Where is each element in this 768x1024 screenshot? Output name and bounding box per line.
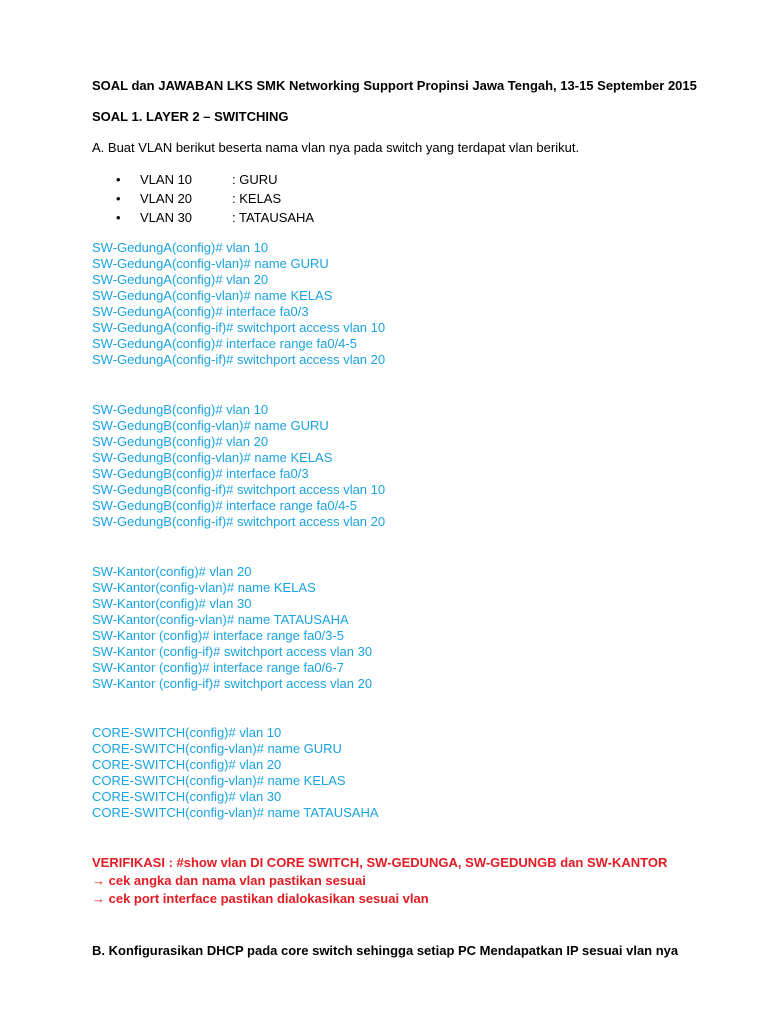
command-line: SW-GedungA(config-if)# switchport access vlan 10: [92, 320, 386, 335]
section-heading: SOAL 1. LAYER 2 – SWITCHING: [92, 109, 289, 124]
vlan-id: VLAN 20: [140, 191, 193, 206]
command-line: SW-GedungB(config)# vlan 10: [92, 402, 269, 417]
command-line: SW-GedungB(config-vlan)# name KELAS: [92, 450, 333, 465]
command-line: SW-GedungB(config)# vlan 20: [92, 434, 269, 449]
bullet-icon: •: [116, 210, 121, 225]
command-line: CORE-SWITCH(config)# vlan 30: [92, 789, 282, 804]
command-block-kantor: [92, 564, 372, 692]
command-block-core-switch: [92, 725, 379, 821]
command-line: SW-GedungB(config-if)# switchport access vlan 20: [92, 514, 386, 529]
command-line: SW-GedungB(config)# interface range fa0/4-5: [92, 498, 357, 513]
verification-item: → cek angka dan nama vlan pastikan sesuai: [92, 873, 366, 888]
vlan-id: VLAN 30: [140, 210, 193, 225]
command-line: SW-GedungB(config-if)# switchport access vlan 10: [92, 482, 386, 497]
command-line: SW-Kantor (config-if)# switchport access vlan 30: [92, 644, 373, 659]
command-line: CORE-SWITCH(config-vlan)# name GURU: [92, 741, 342, 756]
command-line: CORE-SWITCH(config-vlan)# name KELAS: [92, 773, 346, 788]
command-line: SW-Kantor (config)# interface range fa0/6-7: [92, 660, 344, 675]
command-line: SW-GedungA(config)# vlan 10: [92, 240, 269, 255]
question-a: A. Buat VLAN berikut beserta nama vlan nya pada switch yang terdapat vlan berikut.: [92, 140, 580, 155]
command-line: SW-GedungA(config-vlan)# name GURU: [92, 256, 329, 271]
command-line: SW-Kantor(config-vlan)# name KELAS: [92, 580, 316, 595]
verification-heading: VERIFIKASI : #show vlan DI CORE SWITCH, SW-GEDUNGA, SW-GEDUNGB dan SW-KANTOR: [92, 855, 668, 870]
bullet-icon: •: [116, 191, 121, 206]
command-line: SW-Kantor(config)# vlan 20: [92, 564, 252, 579]
question-b: B. Konfigurasikan DHCP pada core switch sehingga setiap PC Mendapatkan IP sesuai vlan nya: [92, 943, 679, 958]
command-line: SW-Kantor(config-vlan)# name TATAUSAHA: [92, 612, 349, 627]
command-line: CORE-SWITCH(config-vlan)# name TATAUSAHA: [92, 805, 379, 820]
verification-item: → cek port interface pastikan dialokasikan sesuai vlan: [92, 891, 429, 906]
command-line: SW-Kantor (config-if)# switchport access vlan 20: [92, 676, 373, 691]
command-block-gedungb: [92, 402, 385, 530]
command-line: SW-Kantor(config)# vlan 30: [92, 596, 252, 611]
command-line: SW-GedungA(config)# vlan 20: [92, 272, 269, 287]
vlan-list-item: [116, 210, 314, 226]
command-line: CORE-SWITCH(config)# vlan 10: [92, 725, 282, 740]
command-block-gedunga: [92, 240, 385, 368]
command-line: CORE-SWITCH(config)# vlan 20: [92, 757, 282, 772]
command-line: SW-GedungA(config)# interface fa0/3: [92, 304, 309, 319]
command-line: SW-GedungA(config)# interface range fa0/4-5: [92, 336, 357, 351]
vlan-id: VLAN 10: [140, 172, 193, 187]
command-line: SW-Kantor (config)# interface range fa0/3-5: [92, 628, 344, 643]
command-line: SW-GedungB(config)# interface fa0/3: [92, 466, 309, 481]
document-title: SOAL dan JAWABAN LKS SMK Networking Support Propinsi Jawa Tengah, 13-15 September 2015: [92, 78, 697, 93]
vlan-name: : TATAUSAHA: [232, 210, 315, 225]
vlan-name: : GURU: [232, 172, 278, 187]
vlan-list-item: [116, 172, 278, 188]
command-line: SW-GedungA(config-vlan)# name KELAS: [92, 288, 333, 303]
vlan-list-item: [116, 191, 281, 207]
command-line: SW-GedungA(config-if)# switchport access vlan 20: [92, 352, 386, 367]
command-line: SW-GedungB(config-vlan)# name GURU: [92, 418, 329, 433]
bullet-icon: •: [116, 172, 121, 187]
vlan-name: : KELAS: [232, 191, 282, 206]
